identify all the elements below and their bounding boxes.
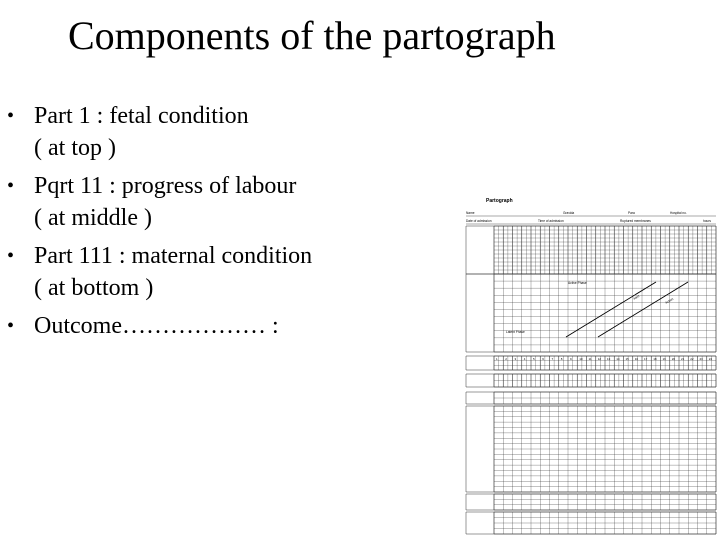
hour-label: 20 — [671, 357, 676, 361]
partograph-heading: Partograph — [486, 198, 513, 204]
hour-label: 6 — [542, 357, 544, 361]
header-field-gravida: Gravida — [563, 211, 575, 215]
bullet-list — [0, 100, 440, 348]
bullet-outcome — [0, 310, 440, 342]
slide-title: Components of the partograph — [68, 13, 556, 58]
partograph-drawing — [448, 192, 720, 540]
partograph-image — [448, 192, 720, 540]
bullet-fetal-condition — [0, 100, 440, 164]
header-field-date-admission: Date of admission — [466, 219, 492, 223]
bullet-subtext: ( at bottom ) — [34, 275, 154, 301]
hour-label: 9 — [570, 357, 572, 361]
hour-label: 16 — [634, 357, 639, 361]
bullet-maternal-condition — [0, 240, 440, 304]
hour-label: 23 — [699, 357, 703, 361]
hour-labels — [496, 357, 712, 361]
hour-label: 18 — [653, 357, 657, 361]
bullet-text: Part 1 : fetal condition — [34, 103, 249, 129]
hour-label: 14 — [616, 357, 620, 361]
hour-label: 10 — [579, 357, 583, 361]
hour-label: 7 — [551, 357, 554, 361]
partograph-grids — [466, 226, 716, 534]
hour-label: 13 — [607, 357, 611, 361]
header-field-time-admission: Time of admission — [538, 219, 564, 223]
bullet-dot-icon: • — [7, 245, 15, 267]
header-field-ruptured: Ruptured membranes — [620, 219, 651, 223]
hour-label: 12 — [597, 357, 602, 361]
hour-label: 11 — [588, 357, 592, 361]
bullet-dot-icon: • — [7, 175, 15, 197]
hour-label: 4 — [523, 357, 526, 361]
header-field-hospital-no: Hospital no. — [670, 211, 687, 215]
latent-phase-label: Latent Phase — [506, 330, 525, 334]
hour-label: 21 — [681, 357, 685, 361]
hour-label: 5 — [533, 357, 535, 361]
hour-label: 3 — [514, 357, 517, 361]
hour-label: 1 — [496, 357, 498, 361]
alert-label: Alert — [632, 294, 641, 301]
hour-label: 24 — [708, 357, 713, 361]
hour-label: 2 — [505, 357, 507, 361]
bullet-text: Part 111 : maternal condition — [34, 243, 313, 269]
action-label: Action — [664, 296, 675, 305]
hour-label: 19 — [662, 357, 666, 361]
bullet-progress-of-labour — [0, 170, 440, 234]
hour-label: 22 — [690, 357, 694, 361]
header-field-para: Para — [628, 211, 635, 215]
bullet-subtext: ( at top ) — [34, 135, 116, 161]
bullet-text: Pqrt 11 : progress of labour — [34, 173, 297, 199]
bullet-dot-icon: • — [7, 105, 15, 127]
hour-label: 17 — [644, 357, 648, 361]
header-field-name: Name — [466, 211, 475, 215]
bullet-dot-icon: • — [7, 315, 15, 337]
hour-label: 15 — [625, 357, 629, 361]
bullet-subtext: ( at middle ) — [34, 205, 152, 231]
active-phase-label: Active Phase — [568, 281, 587, 285]
header-field-hours: hours — [703, 219, 711, 223]
hour-label: 8 — [560, 357, 563, 361]
bullet-text: Outcome……………… : — [34, 313, 279, 339]
